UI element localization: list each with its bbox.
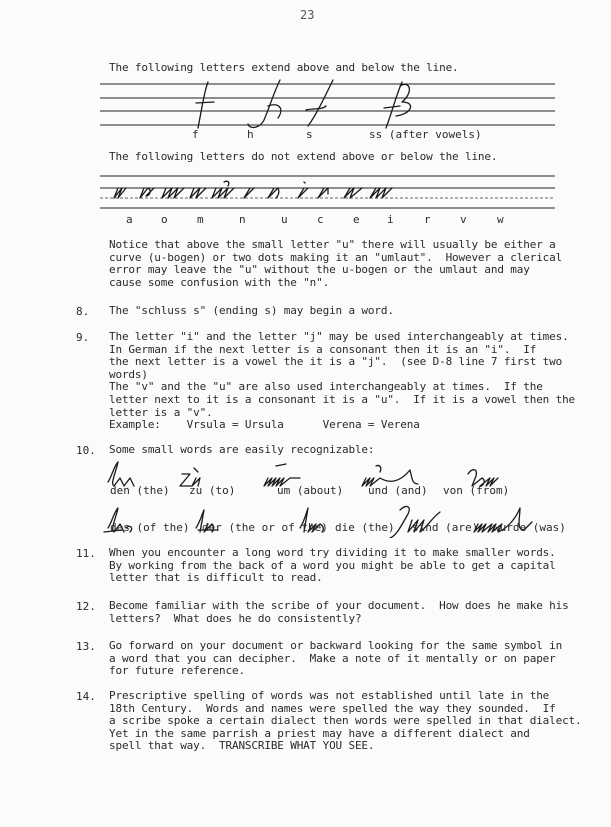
word-um: um (about)	[277, 484, 344, 497]
label-v: v	[460, 213, 467, 226]
word-sind: sind (are)	[412, 521, 479, 534]
word-die: die (the)	[335, 521, 395, 534]
page-number: 23	[300, 8, 315, 22]
word-zu: zu (to)	[189, 484, 236, 497]
item-12-text: Become familiar with the scribe of your document. How does he make his letters? What does he do consistently?	[109, 599, 569, 625]
item-9-number: 9.	[76, 331, 90, 344]
word-von: von (from)	[443, 484, 510, 497]
letters-above-below-diagram	[100, 78, 560, 140]
letters-within-line-diagram	[100, 172, 560, 212]
label-c: c	[317, 213, 324, 226]
item-8-text: The "schluss s" (ending s) may begin a word.	[109, 304, 394, 317]
intro-above-below: The following letters extend above and below the line.	[109, 61, 459, 74]
item-11-number: 11.	[76, 547, 96, 560]
label-a: a	[126, 213, 133, 226]
label-n: n	[239, 213, 246, 226]
label-h: h	[247, 128, 254, 141]
label-f: f	[192, 128, 199, 141]
item-14-text: Prescriptive spelling of words was not established until late in the 18th Century. Words and names were spelled the way they sounded. If a scribe spoke a certain dialect then words were spelled in that dialect. Yet in the same parrish a priest may have a different dialect and spell that way. TRANSCRIBE WHAT YOU SEE.	[109, 689, 582, 753]
label-e: e	[353, 213, 360, 226]
word-des: des (of the)	[110, 521, 190, 534]
item-12-number: 12.	[76, 600, 96, 613]
label-s: s	[306, 128, 313, 141]
label-o: o	[161, 213, 168, 226]
word-der: der (the or of the)	[202, 521, 328, 534]
label-m: m	[197, 213, 204, 226]
item-13-number: 13.	[76, 640, 96, 653]
word-wurde: wurde (was)	[493, 521, 566, 534]
label-ss: ss (after vowels)	[369, 128, 482, 141]
item-13-text: Go forward on your document or backward looking for the same symbol in a word that you can decipher. Make a note of it mentally or on paper for future reference.	[109, 639, 563, 678]
item-8-number: 8.	[76, 305, 90, 318]
label-w: w	[497, 213, 504, 226]
label-u: u	[281, 213, 288, 226]
label-r: r	[424, 213, 431, 226]
intro-not-above-below: The following letters do not extend above or below the line.	[109, 150, 498, 163]
item-11-text: When you encounter a long word try dividing it to make smaller words. By working from the back of a word you might be able to get a capital letter that is difficult to read.	[109, 546, 556, 585]
item-9-text: The letter "i" and the letter "j" may be used interchangeably at times. In German if the next letter is a consonant then it is an "i". If the next letter is a vowel the it is a "j". (see D-8 line 7 first two words) The "v" and the "u" are also used interchangeably at times. If the letter next to it is a consonant it is a "u". If it is a vowel then the letter is a "v". Example: Vrsula = Ursula Verena = Verena	[109, 330, 576, 432]
notice-paragraph: Notice that above the small letter "u" there will usually be either a curve (u-bogen) or two dots making it an "umlaut". However a clerical error may leave the "u" without the u-bogen or the umlaut and may cause some confusion with the "n".	[109, 238, 563, 289]
word-und: und (and)	[368, 484, 428, 497]
word-den: den (the)	[110, 484, 170, 497]
item-10-number: 10.	[76, 444, 96, 457]
item-10-text: Some small words are easily recognizable:	[109, 443, 375, 456]
item-14-number: 14.	[76, 690, 96, 703]
label-i: i	[387, 213, 394, 226]
